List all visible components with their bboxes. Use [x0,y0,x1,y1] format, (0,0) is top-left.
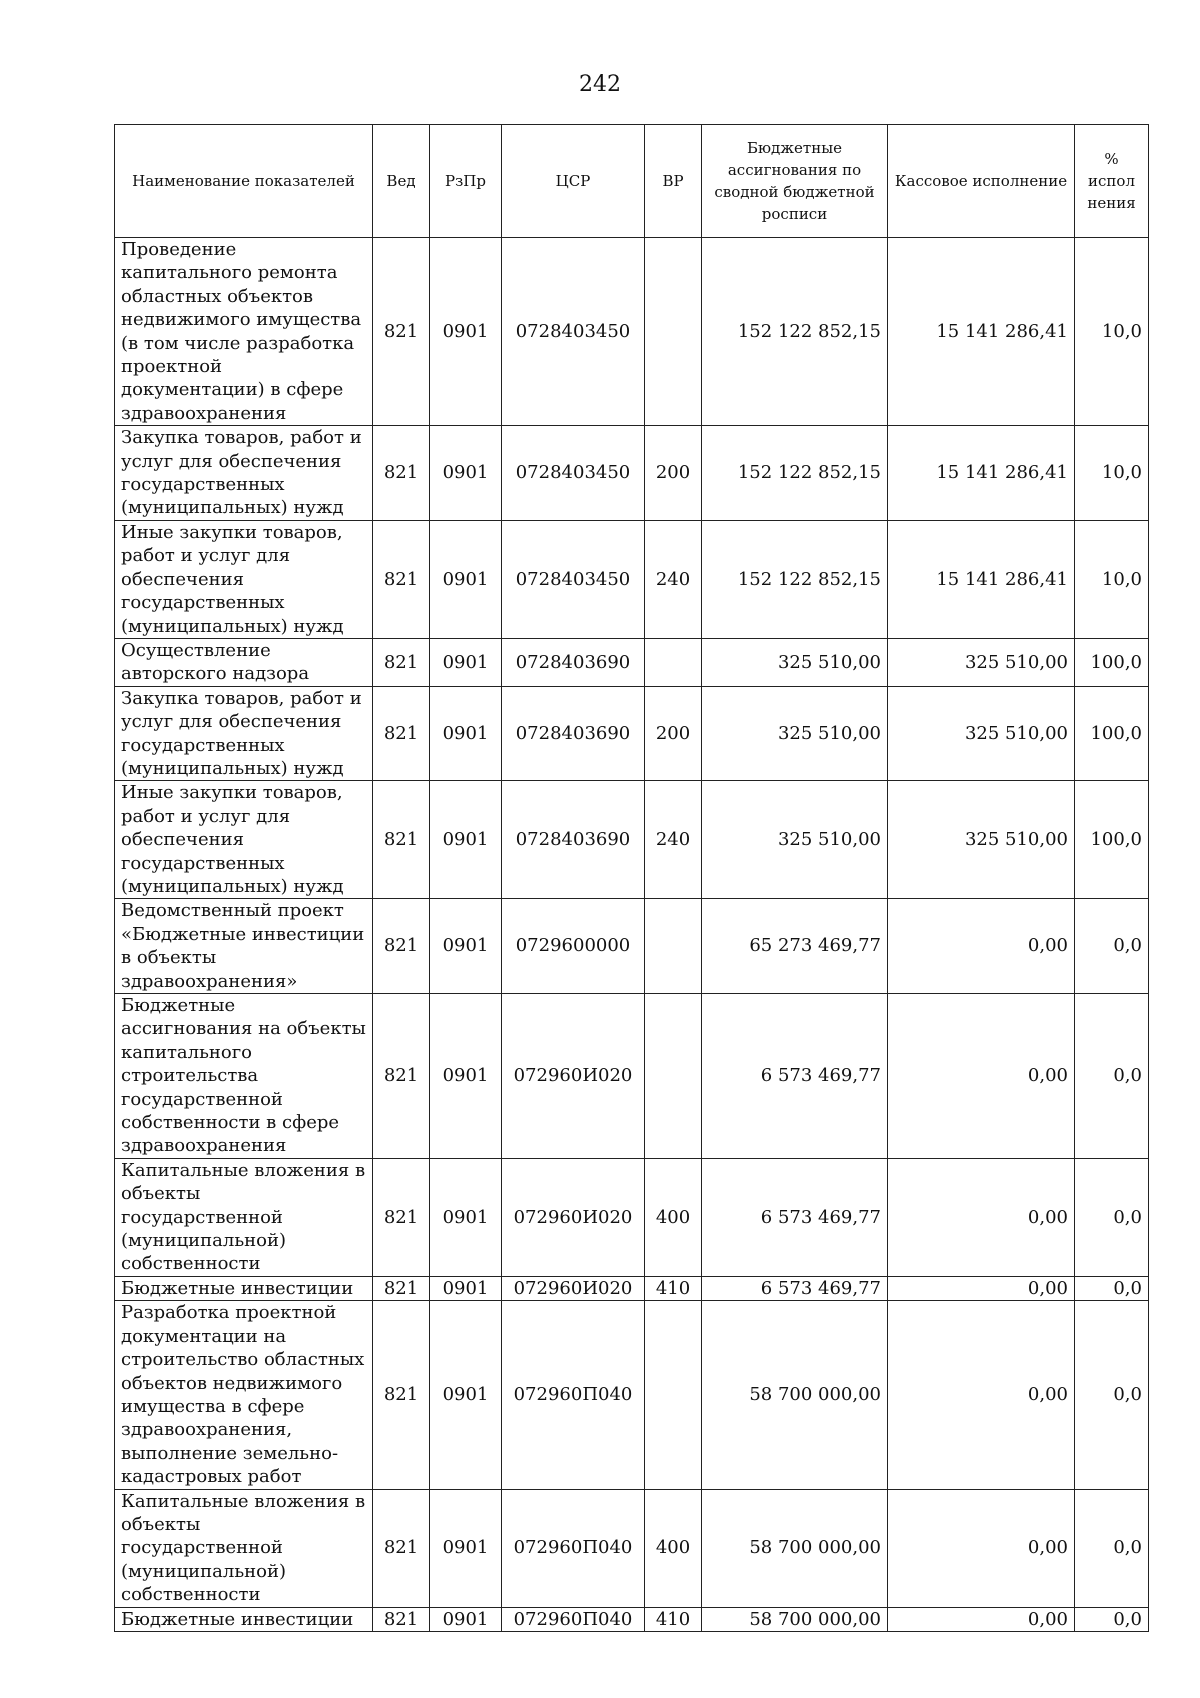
table-row [115,426,1149,521]
cell-budget: 325 510,00 [702,638,888,686]
cell-ved: 821 [373,686,430,781]
cell-vr [645,899,702,994]
cell-cash: 325 510,00 [888,638,1075,686]
cell-ved: 821 [373,899,430,994]
cell-rzpr: 0901 [430,638,502,686]
cell-rzpr: 0901 [430,520,502,638]
cell-budget: 325 510,00 [702,781,888,899]
cell-cash: 325 510,00 [888,686,1075,781]
table-row [115,1301,1149,1489]
table-row [115,1158,1149,1276]
cell-pct: 0,0 [1075,1158,1149,1276]
cell-budget: 58 700 000,00 [702,1301,888,1489]
cell-pct: 100,0 [1075,638,1149,686]
table-row [115,686,1149,781]
cell-ved: 821 [373,1301,430,1489]
cell-name: Бюджетные инвестиции [115,1276,373,1300]
cell-cash: 0,00 [888,1607,1075,1631]
cell-budget: 58 700 000,00 [702,1489,888,1607]
cell-vr [645,1301,702,1489]
cell-pct: 10,0 [1075,238,1149,426]
cell-vr: 240 [645,781,702,899]
cell-pct: 100,0 [1075,686,1149,781]
cell-budget: 152 122 852,15 [702,238,888,426]
cell-ved: 821 [373,781,430,899]
header-vr: ВР [645,125,702,238]
cell-ved: 821 [373,238,430,426]
table-row [115,1607,1149,1631]
cell-rzpr: 0901 [430,1607,502,1631]
cell-ved: 821 [373,1276,430,1300]
cell-name: Проведение капитального ремонта областных объектов недвижимого имущества (в том числе разработка проектной документации) в сфере здравоохранения [115,238,373,426]
cell-pct: 0,0 [1075,1276,1149,1300]
cell-budget: 6 573 469,77 [702,1158,888,1276]
cell-name: Капитальные вложения в объекты государственной (муниципальной) собственности [115,1158,373,1276]
cell-ved: 821 [373,520,430,638]
table-row [115,1276,1149,1300]
cell-csr: 072960П040 [502,1607,645,1631]
cell-pct: 0,0 [1075,1489,1149,1607]
cell-rzpr: 0901 [430,426,502,521]
cell-budget: 58 700 000,00 [702,1607,888,1631]
cell-vr [645,994,702,1159]
cell-rzpr: 0901 [430,781,502,899]
cell-budget: 6 573 469,77 [702,1276,888,1300]
cell-pct: 10,0 [1075,426,1149,521]
cell-csr: 072960И020 [502,1158,645,1276]
cell-ved: 821 [373,638,430,686]
cell-csr: 0729600000 [502,899,645,994]
cell-cash: 0,00 [888,899,1075,994]
cell-csr: 072960П040 [502,1489,645,1607]
cell-csr: 0728403690 [502,638,645,686]
cell-cash: 15 141 286,41 [888,426,1075,521]
cell-budget: 152 122 852,15 [702,426,888,521]
cell-csr: 0728403690 [502,686,645,781]
header-pct: % испол нения [1075,125,1149,238]
cell-vr: 200 [645,426,702,521]
cell-ved: 821 [373,1607,430,1631]
cell-vr: 410 [645,1607,702,1631]
cell-pct: 10,0 [1075,520,1149,638]
cell-cash: 0,00 [888,1276,1075,1300]
table-row [115,994,1149,1159]
table-row [115,1489,1149,1607]
cell-pct: 0,0 [1075,1607,1149,1631]
cell-csr: 0728403450 [502,238,645,426]
cell-pct: 0,0 [1075,1301,1149,1489]
cell-vr: 410 [645,1276,702,1300]
cell-rzpr: 0901 [430,238,502,426]
cell-csr: 0728403450 [502,426,645,521]
cell-pct: 0,0 [1075,899,1149,994]
cell-csr: 0728403450 [502,520,645,638]
cell-pct: 0,0 [1075,994,1149,1159]
cell-csr: 072960И020 [502,1276,645,1300]
cell-vr [645,638,702,686]
cell-name: Иные закупки товаров, работ и услуг для обеспечения государственных (муниципальных) нужд [115,520,373,638]
cell-cash: 0,00 [888,1158,1075,1276]
cell-name: Ведомственный проект «Бюджетные инвестиции в объекты здравоохранения» [115,899,373,994]
cell-name: Разработка проектной документации на строительство областных объектов недвижимого имущества в сфере здравоохранения, выполнение земельно-кадастровых работ [115,1301,373,1489]
table-row [115,238,1149,426]
cell-rzpr: 0901 [430,1276,502,1300]
table-row [115,899,1149,994]
cell-name: Закупка товаров, работ и услуг для обеспечения государственных (муниципальных) нужд [115,686,373,781]
header-cash: Кассовое исполнение [888,125,1075,238]
cell-rzpr: 0901 [430,1301,502,1489]
header-name: Наименование показателей [115,125,373,238]
table-row [115,638,1149,686]
cell-ved: 821 [373,1489,430,1607]
cell-name: Иные закупки товаров, работ и услуг для обеспечения государственных (муниципальных) нужд [115,781,373,899]
header-rzpr: РзПр [430,125,502,238]
cell-cash: 15 141 286,41 [888,520,1075,638]
cell-budget: 325 510,00 [702,686,888,781]
cell-cash: 0,00 [888,1301,1075,1489]
cell-budget: 152 122 852,15 [702,520,888,638]
cell-ved: 821 [373,426,430,521]
cell-csr: 0728403690 [502,781,645,899]
header-budget: Бюджетные ассигнования по сводной бюджетной росписи [702,125,888,238]
cell-name: Осуществление авторского надзора [115,638,373,686]
cell-vr: 200 [645,686,702,781]
table-row [115,520,1149,638]
cell-rzpr: 0901 [430,686,502,781]
cell-budget: 6 573 469,77 [702,994,888,1159]
table-header-row [115,125,1149,238]
cell-vr [645,238,702,426]
cell-rzpr: 0901 [430,1489,502,1607]
table-row [115,781,1149,899]
cell-vr: 400 [645,1158,702,1276]
cell-cash: 325 510,00 [888,781,1075,899]
cell-name: Закупка товаров, работ и услуг для обеспечения государственных (муниципальных) нужд [115,426,373,521]
cell-cash: 0,00 [888,1489,1075,1607]
cell-ved: 821 [373,1158,430,1276]
page-number: 242 [579,72,621,97]
cell-name: Бюджетные ассигнования на объекты капитального строительства государственной собственности в сфере здравоохранения [115,994,373,1159]
cell-cash: 0,00 [888,994,1075,1159]
cell-budget: 65 273 469,77 [702,899,888,994]
cell-rzpr: 0901 [430,1158,502,1276]
cell-name: Бюджетные инвестиции [115,1607,373,1631]
cell-rzpr: 0901 [430,899,502,994]
cell-cash: 15 141 286,41 [888,238,1075,426]
cell-pct: 100,0 [1075,781,1149,899]
cell-vr: 240 [645,520,702,638]
cell-ved: 821 [373,994,430,1159]
cell-csr: 072960П040 [502,1301,645,1489]
header-csr: ЦСР [502,125,645,238]
header-ved: Вед [373,125,430,238]
cell-csr: 072960И020 [502,994,645,1159]
cell-rzpr: 0901 [430,994,502,1159]
cell-vr: 400 [645,1489,702,1607]
budget-execution-table [114,124,1149,1632]
cell-name: Капитальные вложения в объекты государственной (муниципальной) собственности [115,1489,373,1607]
